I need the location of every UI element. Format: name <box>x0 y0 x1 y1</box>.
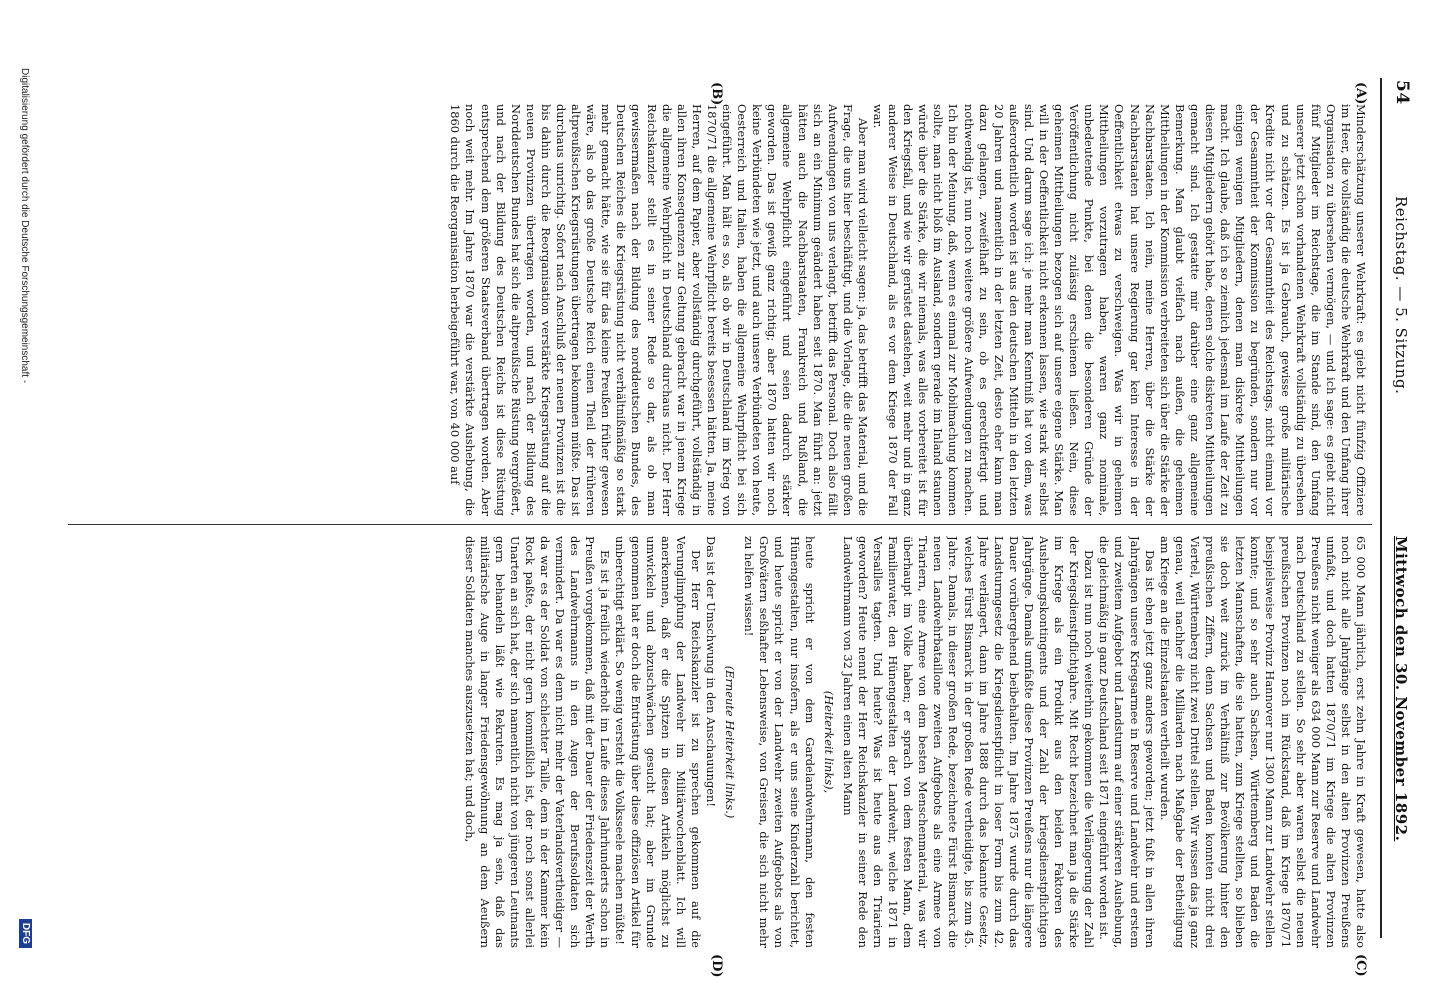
page-header <box>1380 56 1420 944</box>
paragraph: heute spricht er von dem Gardelandwehrmann, den festen Hünengestalten, nur insofern, als er uns seine Kinderzahl berichtet, und heute spricht er von der Landwehr zweiten Aufgebots als von Großvätern seßhafter Lebensweise, von Greisen, die sich nicht mehr zu helfen wissen! <box>742 536 817 948</box>
marker-c: (C) <box>1353 954 1368 977</box>
document-sheet <box>8 8 1424 992</box>
credit-text: Digitalisierung gefördert durch die Deutsche Forschungsgemeinschaft - <box>19 68 30 384</box>
digitization-credit <box>16 68 32 948</box>
paragraph: Der Herr Reichskanzler ist zu sprechen gekommen auf die Verunglimpfung der Landwehr im Militärwochenblatt. Ich will anerkennen, daß er die Spitzen in diesen Artikeln möglichst zu umwickeln und abzuschwächen gesucht hat; aber im Grunde genommen hat er doch die Entrüstung über diese offiziösen Artikel für unberechtigt erklärt. So wenig versteht die Volksseele machen müßte! <box>613 536 703 948</box>
page-number: 54 <box>1392 80 1412 105</box>
dfg-logo: DFG <box>19 919 32 948</box>
session-title: Reichstag. — 5. Sitzung. <box>1392 196 1410 395</box>
paragraph: Das ist eben jetzt ganz anders geworden; jetzt fußt in allen ihren Jahrgängen unsere Kriegsarmee in Reserve und Landwehr und erstem und zweitem Aufgebot und Landsturm auf einer stärkeren Aushebung, die gleichmäßig in ganz Deutschland seit 1871 eingeführt worden ist. <box>1097 536 1157 948</box>
paragraph: Es ist ja freilich wiederholt im Laufe dieses Jahrhunderts schon in Preußen vorgekommen, daß mit der Dauer der Friedenszeit der Werth des Landwehrmanns in den Augen der Berufssoldaten sich vermindert. Da war es denn nicht mehr der Vaterlandsvertheidiger — da war es der Soldat von schlechter Taille, dem in der Kammer kein Rock paßte, der nicht gern kommißlich ist, der noch sonst allerlei Unarten an sich hat, der sich namentlich nicht von jüngeren Leutnants gern behandeln läßt wie Rekruten. Es mag ja sein, daß das militärische Auge in langer Friedensgewöhnung an dem Aeußern dieser Soldaten manches auszusetzen hat; und doch, <box>462 536 613 948</box>
column-divider <box>68 524 1372 525</box>
paragraph: Minderschätzung unserer Wehrkraft: es giebt nicht fünfzig Offiziere im Heer, die vollständig die deutsche Wehrkraft und den Umfang ihrer Organisation zu übersehen vermögen, — und ich sage: es giebt nicht fünf Mitglieder im Reichstage, die im Stande sind, den Umfang unserer jetzt schon vorhandenen Wehrkraft vollständig zu übersehen und zu schätzen. Es ist ja Gebrauch, gewisse große militärische Kredite nicht vor der Gesammtheit des Reichstags, nicht einmal vor der Gesammtheit der Kommission zu begründen, sondern nur vor einigen wenigen Mitgliedern, denen man diskrete Mittheilungen macht. Ich glaube, daß ich so ziemlich jedesmal im Laufe der Zeit zu diesen Mitgliedern gehört habe, denen solche diskreten Mittheilungen gemacht sind. Ich gestatte mir darüber eine ganz allgemeine Bemerkung. Man glaubt vielfach nach außen, die geheimen Mittheilungen in der Kommission verbreiteten sich über die Stärke der Nachbarstaaten. Ich nein, meine Herren, über die Stärke der Nachbarstaaten hat unsere Regierung gar kein Interesse in der Oeffentlichkeit etwas zu verschweigen. Was wir in geheimen Mittheilungen vorzutragen haben, waren ganz nominale, unbedeutende Punkte, bei denen die besonderen Gründe der Veröffentlichung nicht zulässig erschienen ließen. Nein, diese geheimen Mittheilungen bezogen sich auf unsere eigene Stärke. Man will in der Oeffentlichkeit nicht erkennen lassen, wie stark wir selbst sind. Und darum sage ich: je mehr man Kenntniß hat von dem, was außerordentlich worden ist aus den deutschen Mitteln in den letzten 20 Jahren und namentlich in der letzten Zeit, desto eher kann man dazu gelangen, zweifelhaft zu sein, ob es gerechtfertigt und nothwendig ist, nun noch weitere größere Aufwendungen zu machen. Ich bin der Meinung, daß, wenn es einmal zur Mobilmachung kommen sollte, man nicht bloß im Ausland, sondern gerade im Inland staunen würde über die Stärke, die wir niemals, was alles vorbereitet ist für den Kriegsfall, und wie wir gerüstet dastehen, weit mehr und in ganz anderer Weise in Deutschland, als es vor dem Kriege 1870 der Fall war. <box>871 104 1368 516</box>
marker-d: (D) <box>709 954 724 978</box>
marker-b: (B) <box>709 82 724 106</box>
session-date: Mittwoch den 30. November 1892. <box>1392 536 1410 842</box>
marker-a: (A) <box>1353 82 1368 105</box>
interjection: (Heiterkeit links), <box>821 690 836 794</box>
paragraph: Dazu ist nun noch weiterhin gekommen die Verlängerung der Zahl der Kriegsdienstpflichtjahre. Mit Recht bezeichnet man ja die Stärke im Kriege als ein Produkt aus den beiden Faktoren des Aushebungskontingents und der Zahl der kriegsdienstpflichtigen Jahrgänge. Damals umfaßte diese Provinzen Preußens nur die längere Dauer vorübergehend beibehalten. Im Jahre 1875 wurde durch das Landsturmgesetz die Kriegsdienstpflicht in loser Form bis zum 42. Jahre verlängert, dann im Jahre 1888 durch das bekannte Gesetz, welches Fürst Bismarck in der großen Rede vertheidigte, bis zum 45. Jahre. Damals, in dieser großen Rede, bezeichnete Fürst Bismarck die neuen Landwehrbataillone zweiten Aufgebots als eine Armee von Triariern, eine Armee von dem besten Menschenmaterial, was wir überhaupt im Volke haben; er sprach von dem festen Mann, dem Familienvater, den Hünengestalten der Landwehr, welche 1871 in Versailles tagten. Und heute? Was ist heute aus den Triariern geworden? Heute nennt der Herr Reichskanzler in seiner Rede den Landwehrmann von 32 Jahren einen alten Mann <box>840 536 1097 948</box>
paragraph: Das ist der Umschwung in den Anschauungen! <box>704 536 719 807</box>
header-rule <box>1380 78 1382 938</box>
paragraph: Aber man wird vielleicht sagen: ja, das betrifft das Material, und die Frage, die uns hier beschäftigt, und die Vorlage, die die neuen großen Aufwendungen von uns verlangt, betrifft das Personal. Doch also fällt sich an ein Minimum geändert haben seit 1870. Man führt an: jetzt hätten auch die Nachbarstaaten, Frankreich und Rußland, die allgemeine Wehrpflicht eingeführt und seien dadurch stärker geworden. Das ist gewiß ganz richtig; aber 1870 hatten wir noch keine Verbündeten wie jetzt, und auch unsere Verbündeten von heute, Oesterreich und Italien, haben die allgemeine Wehrpflicht bei sich eingeführt. Man hält es so, als ob wir in Deutschland im Krieg von 1870/71 die allgemeine Wehrpflicht bereits besessen hätten. Ja, meine Herren, auf dem Papier, aber vollständig durchgeführt, vollständig in allen ihren Konsequenzen zur Geltung gebracht war in jenem Kriege die allgemeine Wehrpflicht in Deutschland durchaus nicht. Der Herr Reichskanzler stellt es in seiner Rede so dar, als ob man gewissermaßen nach der Bildung des norddeutschen Bundes, des Deutschen Reiches die Kriegsrüstung nicht verhältnißmäßig so stark mehr gemacht hätte, wie sie für das kleine Preußen früher gewesen wäre, als ob das große Deutsche Reich einen Theil der früheren altpreußischen Kriegsrüstungen übertragen bekommen müßte. Das ist durchaus unrichtig. Sofort nach Anschluß der neuen Provinzen ist die bis dahin durch die Reorganisation verstärkte Kriegsrüstung auf die neuen Provinzen übertragen worden, und nach der Bildung des Norddeutschen Bundes hat sich die altpreußische Rüstung vergrößert, und nach der Bildung des Deutschen Reichs ist diese Rüstung entsprechend dem größeren Staatsverband übertragen worden. Aber noch weit mehr. Im Jahre 1870 war die verstärkte Aushebung, die 1860 durch die Reorganisation herbeigeführt war, von 40 000 auf <box>448 104 870 516</box>
right-column <box>68 536 1368 948</box>
left-column <box>68 104 1368 516</box>
paragraph: 65 000 Mann jährlich, erst zehn Jahre in Kraft gewesen, hatte also noch nicht alle Jahrgänge selbst in den alten Provinzen Preußens umfaßt, und doch hatten 1870/71 im Kriege die alten Provinzen Preußens nicht weniger als 634 000 Mann zur Reserve und Landwehr nach Deutschland zu stellen. So sehr aber waren selbst die neuen preußischen Provinzen noch im Rückstand, daß im Kriege 1870/71 beispielsweise Provinz Hannover nur 1300 Mann zur Landwehr stellen konnte; und so sehr auch Sachsen, Württemberg und Baden die letzten Mannschaften, die sie hatten, zum Kriege stellten, so blieben sie doch weit zurück im Verhältniß zur Bevölkerung hinter den preußischen Ziffern, denn Sachsen und Baden konnten nicht drei Viertel, Württemberg nicht zwei Drittel stellen. Wir wissen das ja ganz genau, weil nachher die Milliarden nach Maßgabe der Betheiligung am Kriege an die Einzelstaaten vertheilt wurden. <box>1157 536 1368 948</box>
interjection: (Erneute Heiterkeit links.) <box>723 665 738 819</box>
